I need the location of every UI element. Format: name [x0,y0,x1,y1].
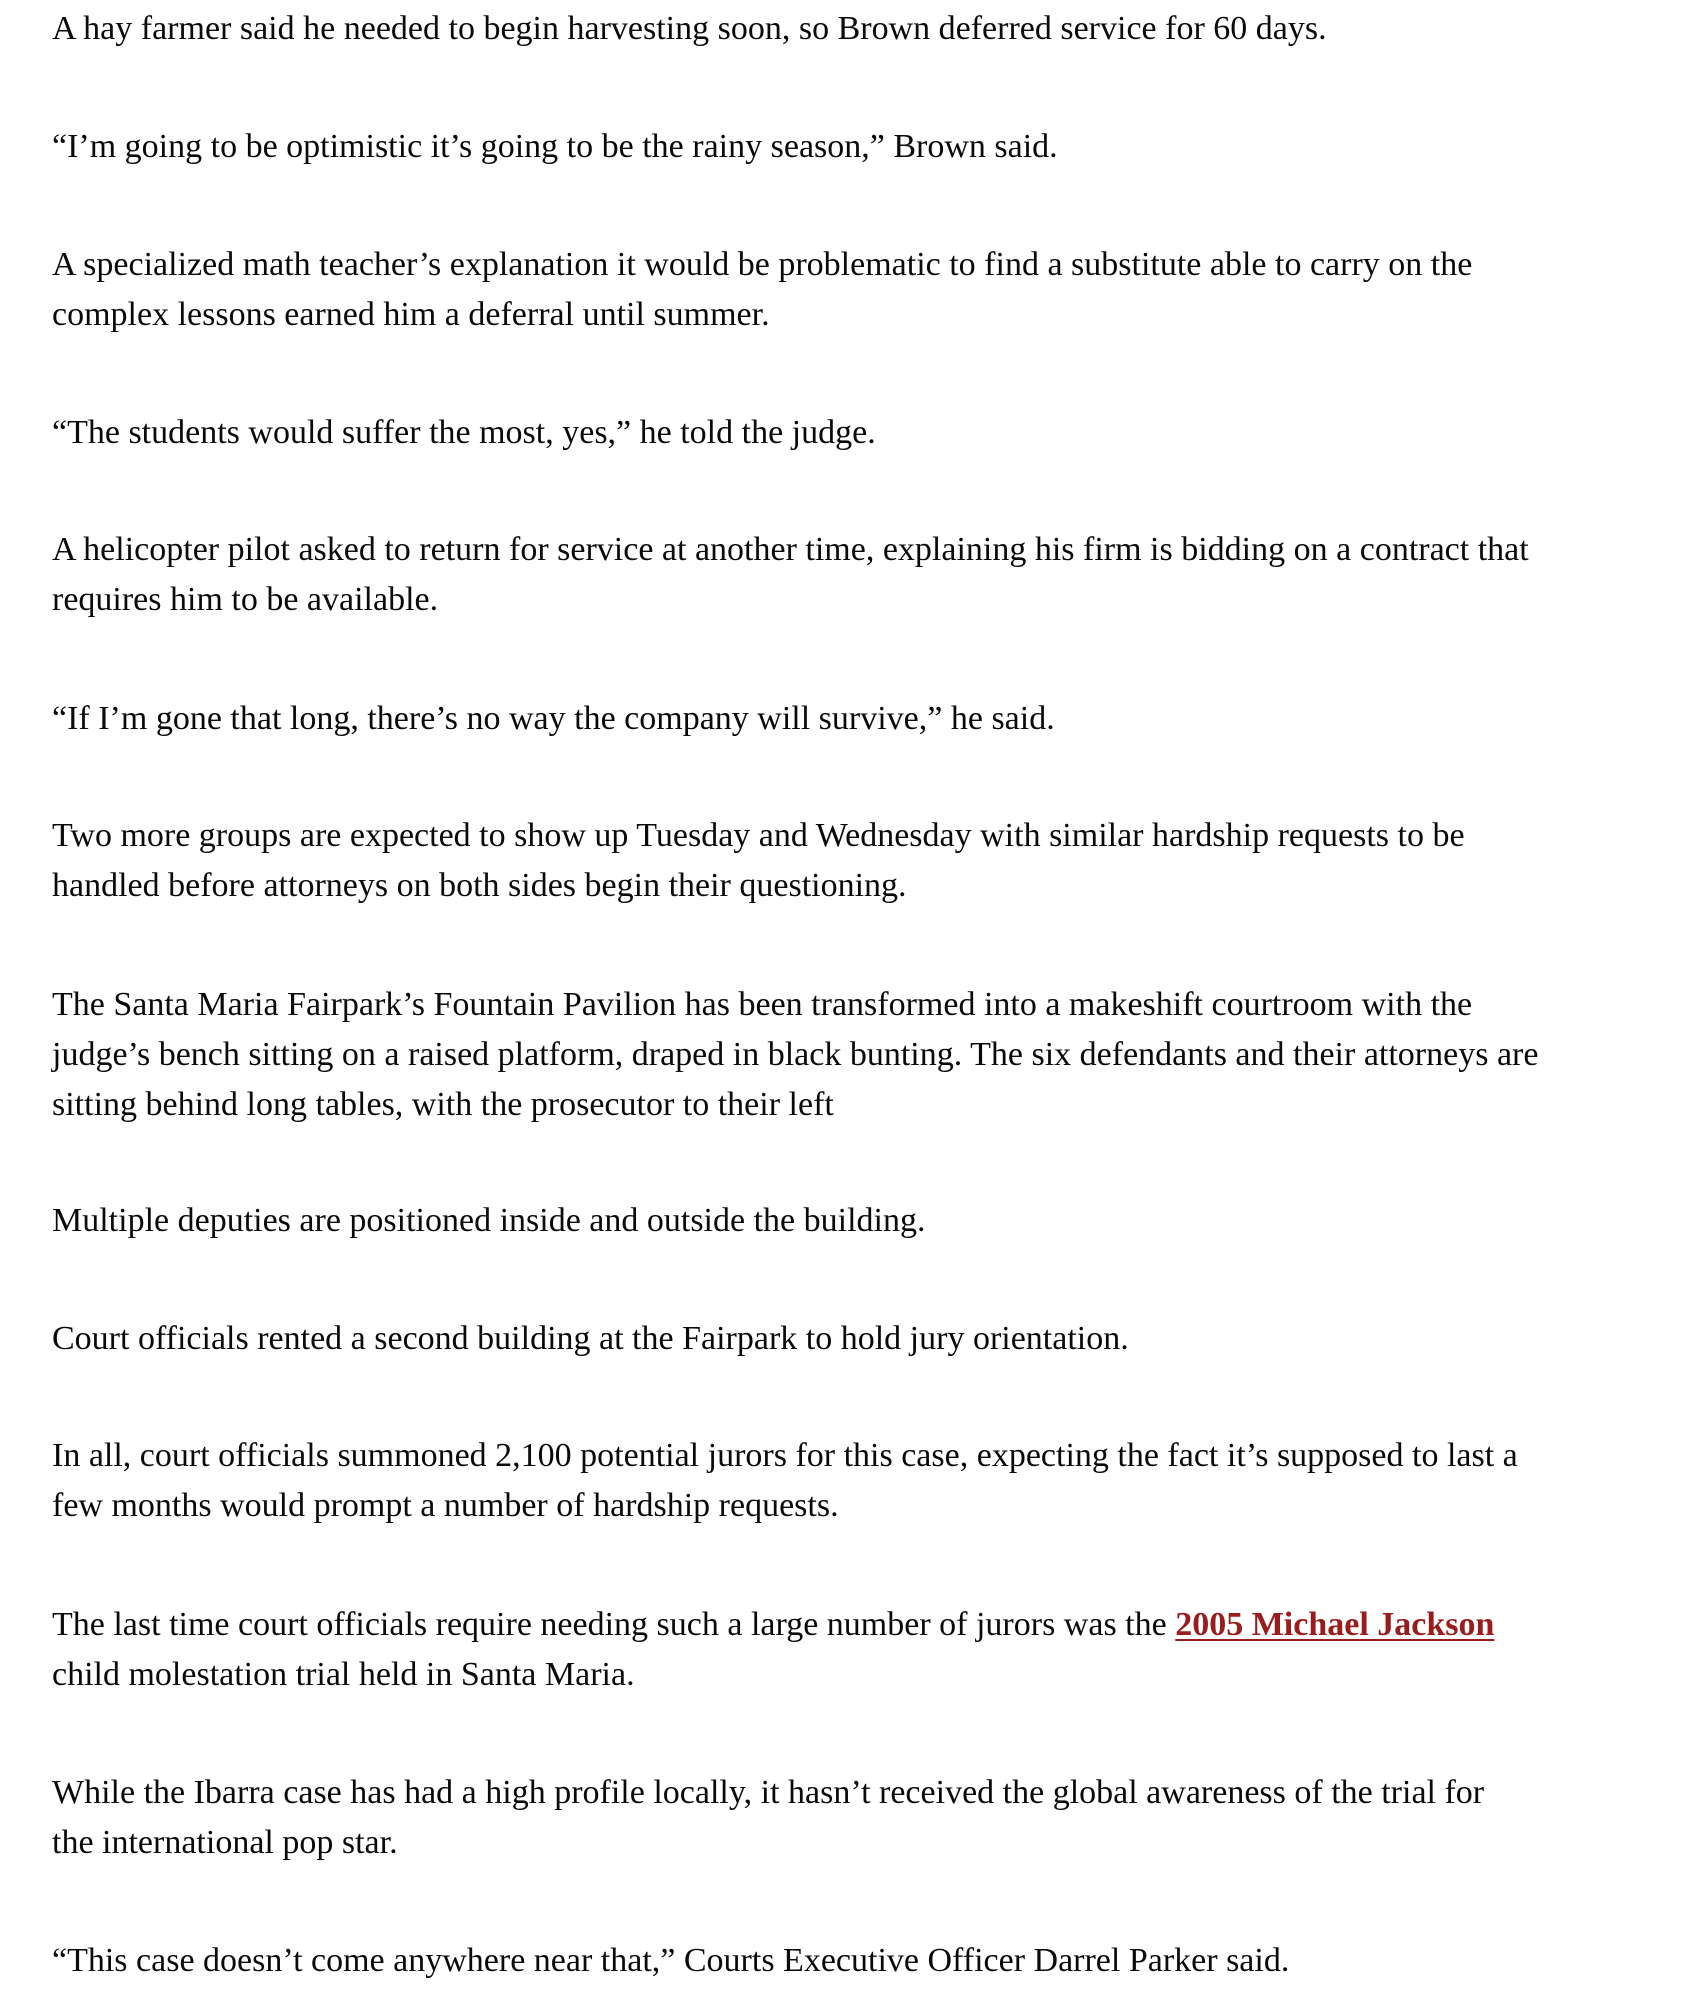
paragraph-helicopter-pilot [52,525,1652,625]
paragraph-two-more-groups [52,811,1652,911]
text-line: requires him to be available. [52,581,439,618]
text-line: Two more groups are expected to show up Tuesday and Wednesday with similar hardship requests to be [52,817,1465,854]
text-before-link: The last time court officials require needing such a large number of jurors was the [52,1606,1176,1643]
paragraph-fountain-pavilion [52,980,1652,1130]
michael-jackson-link[interactable]: 2005 Michael Jackson [1175,1606,1495,1643]
paragraph-brown-quote [52,122,1652,172]
paragraph-ibarra-case [52,1768,1652,1868]
text-line: “If I’m gone that long, there’s no way the company will survive,” he said. [52,700,1055,737]
paragraph-michael-jackson-trial [52,1600,1652,1700]
paragraph-deputies [52,1196,1652,1246]
paragraph-second-building [52,1314,1652,1364]
text-line: the international pop star. [52,1824,398,1861]
paragraph-hay-farmer [52,4,1652,54]
paragraph-students-quote [52,408,1652,458]
paragraph-math-teacher [52,240,1652,340]
paragraph-potential-jurors [52,1431,1652,1531]
paragraph-parker-quote [52,1936,1652,1986]
text-line: A specialized math teacher’s explanation it would be problematic to find a substitute able to carry on the [52,246,1473,283]
paragraph-company-quote [52,694,1652,744]
text-line: sitting behind long tables, with the prosecutor to their left [52,1086,834,1123]
text-line: A hay farmer said he needed to begin harvesting soon, so Brown deferred service for 60 days. [52,10,1327,47]
text-line: “The students would suffer the most, yes,” he told the judge. [52,414,876,451]
text-line: judge’s bench sitting on a raised platform, draped in black bunting. The six defendants and their attorneys are [52,1036,1539,1073]
text-line: The Santa Maria Fairpark’s Fountain Pavilion has been transformed into a makeshift courtroom with the [52,986,1473,1023]
text-line: complex lessons earned him a deferral until summer. [52,296,770,333]
text-line: Multiple deputies are positioned inside and outside the building. [52,1202,926,1239]
text-line: child molestation trial held in Santa Maria. [52,1656,635,1693]
text-line: “This case doesn’t come anywhere near that,” Courts Executive Officer Darrel Parker said. [52,1942,1290,1979]
text-line: While the Ibarra case has had a high profile locally, it hasn’t received the global awareness of the trial for [52,1774,1485,1811]
text-line: A helicopter pilot asked to return for service at another time, explaining his firm is bidding on a contract that [52,531,1529,568]
text-line: handled before attorneys on both sides begin their questioning. [52,867,907,904]
text-line: Court officials rented a second building at the Fairpark to hold jury orientation. [52,1320,1129,1357]
text-line: “I’m going to be optimistic it’s going to be the rainy season,” Brown said. [52,128,1058,165]
text-line [52,1600,1652,1650]
text-line: few months would prompt a number of hardship requests. [52,1487,839,1524]
text-line: In all, court officials summoned 2,100 potential jurors for this case, expecting the fact it’s supposed to last a [52,1437,1518,1474]
